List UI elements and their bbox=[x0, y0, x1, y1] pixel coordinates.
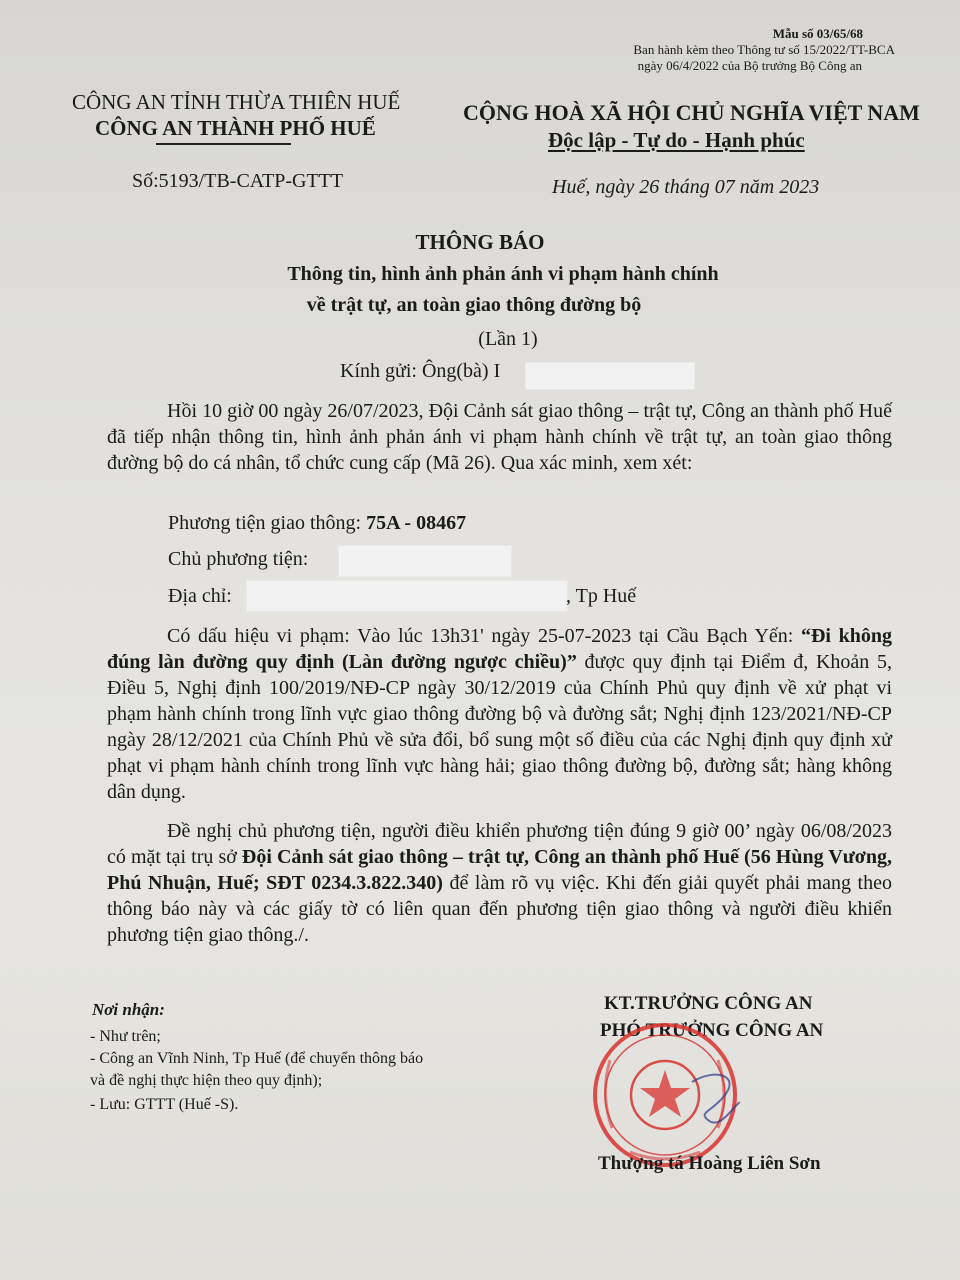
vehicle-label: Phương tiện giao thông: bbox=[168, 512, 367, 534]
address-suffix: , Tp Huế bbox=[566, 585, 637, 607]
recipient-item: - Công an Vĩnh Ninh, Tp Huế (để chuyển thông báo bbox=[90, 1050, 424, 1067]
greeting: Kính gửi: Ông(bà) I bbox=[340, 360, 501, 382]
recipient-item: - Lưu: GTTT (Huế -S). bbox=[90, 1096, 239, 1113]
violation-intro: Có dấu hiệu vi phạm: Vào lúc 13h31' ngày 25-07-2023 tại Cầu Bạch Yến: bbox=[167, 625, 801, 647]
request-office: Đội Cảnh sát giao thông – trật tự, Công an thành phố Huế (56 Hùng Vương, Phú Nhuận, Huế; SĐT 0234.3.822.340) bbox=[107, 846, 892, 894]
address-label: Địa chỉ: bbox=[168, 585, 232, 607]
redacted-owner bbox=[338, 545, 512, 577]
paragraph-request bbox=[107, 818, 892, 948]
recipient-item: - Như trên; bbox=[90, 1028, 161, 1045]
document-subtitle-1: Thông tin, hình ảnh phản ánh vi phạm hành chính bbox=[287, 263, 719, 285]
form-issued-line2: ngày 06/4/2022 của Bộ trưởng Bộ Công an bbox=[637, 58, 862, 73]
form-number: Mẫu số 03/65/68 bbox=[772, 26, 863, 41]
owner-label: Chủ phương tiện: bbox=[168, 548, 309, 570]
notice-round: (Lần 1) bbox=[478, 328, 538, 350]
vehicle-line bbox=[168, 512, 466, 535]
official-stamp-icon bbox=[590, 1020, 740, 1170]
document-date: Huế, ngày 26 tháng 07 năm 2023 bbox=[552, 176, 820, 198]
document-title: THÔNG BÁO bbox=[415, 230, 545, 254]
national-motto: Độc lập - Tự do - Hạnh phúc bbox=[548, 128, 805, 152]
document-number: Số:5193/TB-CATP-GTTT bbox=[132, 170, 344, 192]
agency-name: CÔNG AN THÀNH PHỐ HUẾ bbox=[95, 116, 376, 140]
violation-legal-basis: được quy định tại Điểm đ, Khoản 5, Điều 5, Nghị định 100/2019/NĐ-CP ngày 30/12/2019 của Chính Phủ quy định về xử phạt vi phạm hành chính trong lĩnh vực giao thông đường bộ và đường sắt; Nghị định 123/2021/NĐ-CP ngày 28/12/2021 của Chính Phủ về sửa đổi, bổ sung một số điều của các Nghị định quy định xử phạt vi phạm hành chính trong lĩnh vực hàng hải; giao thông đường bộ, đường sắt; hàng không dân dụng. bbox=[107, 651, 892, 803]
recipients-title: Nơi nhận: bbox=[92, 1000, 165, 1019]
request-rest: để làm rõ vụ việc. Khi đến giải quyết phải mang theo thông báo này và các giấy tờ có liên quan đến phương tiện giao thông và người điều khiển phương tiện giao thông./. bbox=[107, 872, 892, 946]
paragraph-violation bbox=[107, 623, 892, 805]
paragraph-intro: Hồi 10 giờ 00 ngày 26/07/2023, Đội Cảnh sát giao thông – trật tự, Công an thành phố Huế đã tiếp nhận thông tin, hình ảnh phản ánh vi phạm hành chính về trật tự, an toàn giao thông đường bộ do cá nhân, tổ chức cung cấp (Mã 26). Qua xác minh, xem xét: bbox=[107, 400, 892, 474]
signature-title-1: KT.TRƯỞNG CÔNG AN bbox=[604, 993, 813, 1014]
agency-underline bbox=[156, 143, 291, 145]
vehicle-plate: 75A - 08467 bbox=[366, 512, 467, 534]
redacted-address bbox=[246, 580, 568, 612]
violation-description: “Đi không đúng làn đường quy định (Làn đường ngược chiều)” bbox=[107, 625, 893, 673]
agency-parent: CÔNG AN TỈNH THỪA THIÊN HUẾ bbox=[72, 90, 401, 114]
signature-title-2: PHÓ TRƯỞNG CÔNG AN bbox=[600, 1020, 824, 1041]
signer-name: Thượng tá Hoàng Liên Sơn bbox=[598, 1153, 821, 1174]
request-intro: Đề nghị chủ phương tiện, người điều khiển phương tiện đúng 9 giờ 00’ ngày 06/08/2023 có mặt tại trụ sở bbox=[107, 820, 892, 868]
national-title: CỘNG HOÀ XÃ HỘI CHỦ NGHĨA VIỆT NAM bbox=[463, 100, 920, 125]
form-issued-line1: Ban hành kèm theo Thông tư số 15/2022/TT-BCA bbox=[633, 42, 895, 57]
recipient-item: và đề nghị thực hiện theo quy định); bbox=[90, 1072, 323, 1089]
document-subtitle-2: về trật tự, an toàn giao thông đường bộ bbox=[306, 294, 642, 316]
redacted-name bbox=[525, 362, 695, 390]
